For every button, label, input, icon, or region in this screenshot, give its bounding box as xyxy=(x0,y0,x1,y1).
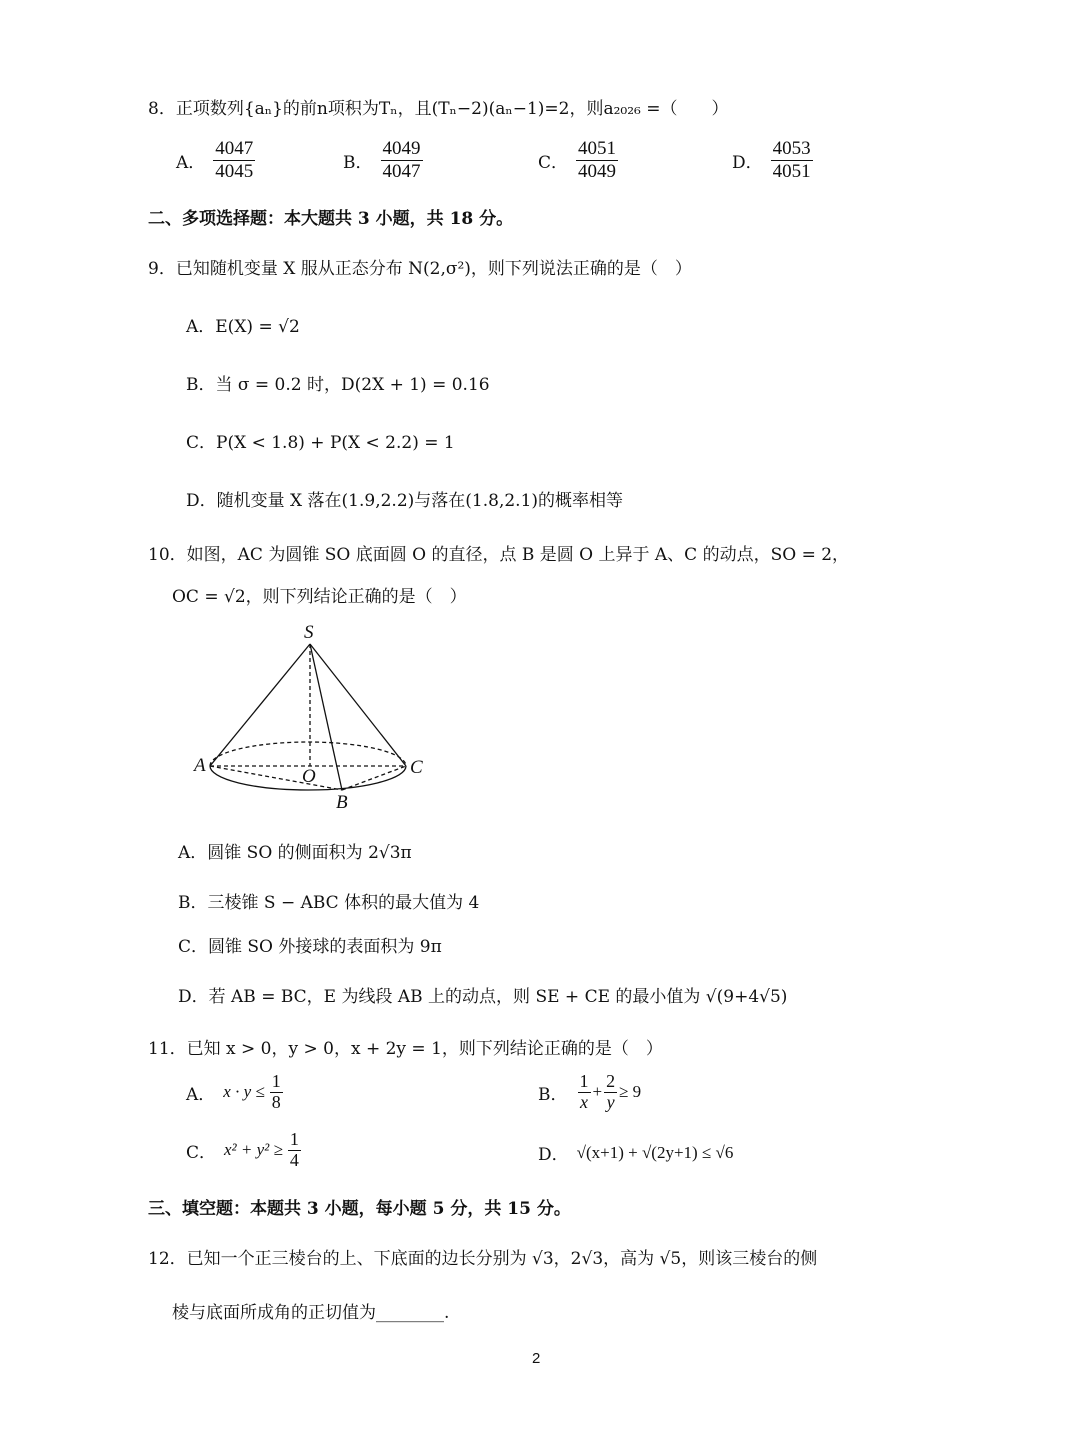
plus-sign: + xyxy=(592,1082,603,1102)
q12-stem-line2: 棱与底面所成角的正切值为________. xyxy=(172,1303,450,1323)
fraction-denominator: 4045 xyxy=(215,160,254,182)
cone-figure xyxy=(180,618,440,818)
q11-option-c xyxy=(186,1130,303,1171)
cone-base-back-arc xyxy=(210,742,406,766)
fraction-numerator: 1 xyxy=(289,1129,299,1149)
line-bc xyxy=(342,766,406,790)
option-label: C． xyxy=(186,1142,217,1163)
label-o: O xyxy=(302,766,316,787)
q11-stem: 11．已知 x > 0，y > 0，x + 2y = 1，则下列结论正确的是（ ） xyxy=(148,1039,663,1059)
q8-option-b xyxy=(343,138,423,183)
q10-stem-line1: 10．如图，AC 为圆锥 SO 底面圆 O 的直径，点 B 是圆 O 上异于 A、C 的动点，SO = 2， xyxy=(148,545,850,565)
section-heading-multiple-choice: 二、多项选择题：本大题共 3 小题，共 18 分。 xyxy=(148,209,514,229)
q12-stem-line1: 12．已知一个正三棱台的上、下底面的边长分别为 √3，2√3，高为 √5，则该三棱台的侧 xyxy=(148,1249,818,1269)
option-label: D． xyxy=(538,1145,569,1165)
fraction-numerator: 1 xyxy=(271,1071,281,1091)
page-number: 2 xyxy=(532,1350,541,1367)
section-heading-fill-in: 三、填空题：本题共 3 小题，每小题 5 分，共 15 分。 xyxy=(148,1199,571,1219)
fraction-denominator: 4051 xyxy=(772,160,811,182)
q9-option-b: B．当 σ = 0.2 时，D(2X + 1) = 0.16 xyxy=(186,375,490,395)
q8-option-a xyxy=(176,138,255,183)
q9-stem: 9．已知随机变量 X 服从正态分布 N(2,σ²)，则下列说法正确的是（ ） xyxy=(148,259,692,279)
line-sa xyxy=(210,644,310,766)
q8-option-d xyxy=(732,138,813,183)
line-ab xyxy=(210,766,342,790)
fraction-denominator: y xyxy=(606,1091,615,1112)
option-label: C． xyxy=(538,152,569,173)
q9-option-c: C．P(X < 1.8) + P(X < 2.2) = 1 xyxy=(186,433,455,453)
fraction-numerator: 4049 xyxy=(382,138,421,159)
q11-option-b xyxy=(538,1072,641,1113)
q10-option-d: D．若 AB = BC，E 为线段 AB 上的动点，则 SE + CE 的最小值为 √(9+4√5) xyxy=(178,987,788,1007)
fraction-numerator: 1 xyxy=(579,1071,589,1091)
fraction-denominator: 4 xyxy=(289,1149,299,1170)
option-expression: ≥ 9 xyxy=(619,1082,642,1102)
q11-option-d xyxy=(538,1140,733,1165)
q10-option-b: B．三棱锥 S − ABC 体积的最大值为 4 xyxy=(178,893,480,913)
fraction-numerator: 4047 xyxy=(215,138,254,159)
q8-stem: 8．正项数列{aₙ}的前n项积为Tₙ，且(Tₙ−2)(aₙ−1)=2，则a₂₀₂₆ =（ ） xyxy=(148,99,729,119)
option-expression: √(x+1) + √(2y+1) ≤ √6 xyxy=(576,1142,734,1162)
fraction-denominator: 4047 xyxy=(382,160,421,182)
option-expression: x² + y² ≥ xyxy=(224,1140,283,1160)
option-label: B． xyxy=(538,1084,568,1105)
fraction-numerator: 4053 xyxy=(772,138,811,159)
fraction-denominator: x xyxy=(580,1091,588,1112)
option-label: B． xyxy=(343,152,373,173)
fraction-denominator: 8 xyxy=(271,1091,281,1112)
option-label: A． xyxy=(176,152,206,173)
label-a: A xyxy=(194,755,206,776)
q10-option-c: C．圆锥 SO 外接球的表面积为 9π xyxy=(178,937,442,957)
label-c: C xyxy=(410,757,423,778)
label-b: B xyxy=(336,792,348,813)
q10-option-a: A．圆锥 SO 的侧面积为 2√3π xyxy=(178,843,412,863)
fraction-numerator: 4051 xyxy=(578,138,617,159)
label-s: S xyxy=(304,622,314,643)
q8-option-c xyxy=(538,138,618,183)
q11-option-a xyxy=(186,1072,285,1113)
fraction-denominator: 4049 xyxy=(578,160,617,182)
q10-stem-line2: OC = √2，则下列结论正确的是（ ） xyxy=(172,587,467,607)
option-label: D． xyxy=(732,152,763,173)
line-sc xyxy=(310,644,406,766)
option-label: A． xyxy=(186,1084,216,1105)
option-expression: x · y ≤ xyxy=(223,1082,265,1102)
q9-option-d: D．随机变量 X 落在(1.9,2.2)与落在(1.8,2.1)的概率相等 xyxy=(186,491,624,511)
fraction-numerator: 2 xyxy=(606,1071,616,1091)
q9-option-a: A．E(X) = √2 xyxy=(186,317,300,337)
